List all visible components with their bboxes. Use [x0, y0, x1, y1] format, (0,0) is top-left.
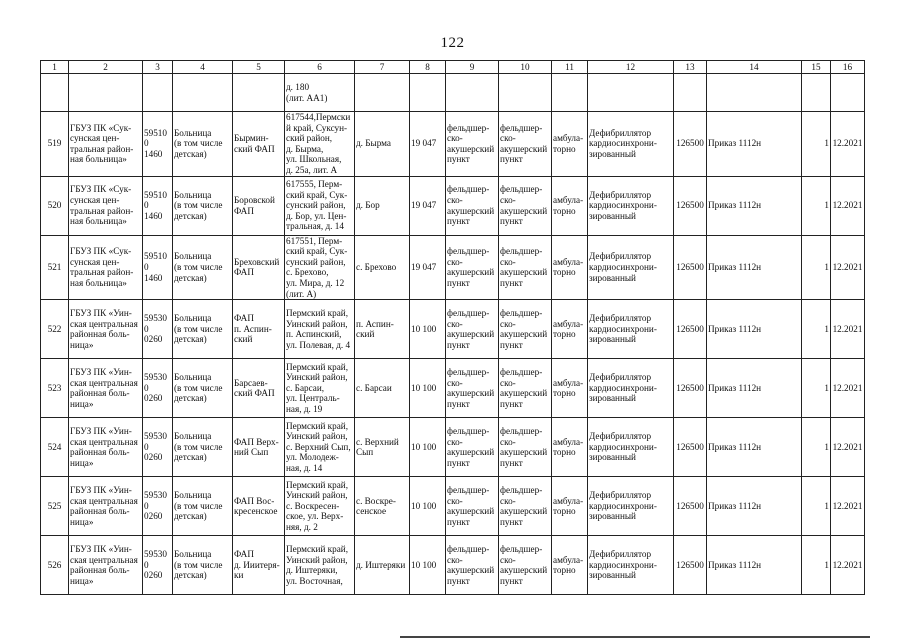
price-cell: 126500: [674, 300, 707, 359]
column-header-13: 13: [674, 61, 707, 74]
unit-subkind-cell: фельдшер- ско- акушерский пункт: [499, 536, 552, 595]
row-number: 522: [41, 300, 69, 359]
date-cell: 12.2021: [831, 235, 865, 300]
equipment-cell: Дефибриллятор кардиосинхрони- зированный: [588, 418, 674, 477]
column-header-16: 16: [831, 61, 865, 74]
row-number: 519: [41, 112, 69, 177]
table-row: [41, 176, 865, 235]
address-cell: 617555, Перм- ский край, Сук- сунский район, д. Бор, ул. Цен- тральная, д. 14: [285, 176, 355, 235]
price-cell: 126500: [674, 418, 707, 477]
unit-name-cell: Бырмин- ский ФАП: [233, 112, 285, 177]
order-cell: Приказ 1112н: [707, 418, 802, 477]
order-cell: Приказ 1112н: [707, 300, 802, 359]
row-number: 523: [41, 359, 69, 418]
unit-kind-cell: фельдшер- ско- акушерский пункт: [446, 536, 499, 595]
unit-kind-cell: фельдшер- ско- акушерский пункт: [446, 359, 499, 418]
equipment-cell: Дефибриллятор кардиосинхрони- зированный: [588, 536, 674, 595]
organization-cell: ГБУЗ ПК «Уин- ская центральная районная боль- ница»: [69, 359, 143, 418]
care-form-cell: амбула- торно: [552, 359, 588, 418]
unit-kind-cell: фельдшер- ско- акушерский пункт: [446, 176, 499, 235]
column-header-11: 11: [552, 61, 588, 74]
facility-type-cell: Больница (в том числе детская): [173, 418, 233, 477]
date-cell: 12.2021: [831, 477, 865, 536]
date-cell: 12.2021: [831, 418, 865, 477]
equipment-cell: Дефибриллятор кардиосинхрони- зированный: [588, 477, 674, 536]
oktmo-cell: 10 100: [410, 477, 446, 536]
locality-cell: д. Бор: [355, 176, 410, 235]
facility-type-cell: Больница (в том числе детская): [173, 536, 233, 595]
care-form-cell: амбула- торно: [552, 477, 588, 536]
date-cell: 12.2021: [831, 359, 865, 418]
table-row: [41, 418, 865, 477]
unit-name-cell: Барсаев- ский ФАП: [233, 359, 285, 418]
address-cell: 617544,Пермски й край, Суксун- ский район, д. Бырма, ул. Школьная, д. 25а, лит. А: [285, 112, 355, 177]
continuation-row: [41, 74, 865, 112]
column-header-8: 8: [410, 61, 446, 74]
organization-cell: ГБУЗ ПК «Сук- сунская цен- тральная район- ная больница»: [69, 176, 143, 235]
address-cell: Пермский край, Уинский район, с. Барсаи, ул. Централь- ная, д. 19: [285, 359, 355, 418]
equipment-cell: Дефибриллятор кардиосинхрони- зированный: [588, 359, 674, 418]
quantity-cell: 1: [802, 300, 831, 359]
organization-cell: ГБУЗ ПК «Уин- ская центральная районная боль- ница»: [69, 418, 143, 477]
column-header-10: 10: [499, 61, 552, 74]
date-cell: 12.2021: [831, 300, 865, 359]
quantity-cell: 1: [802, 359, 831, 418]
locality-cell: с. Барсаи: [355, 359, 410, 418]
unit-subkind-cell: фельдшер- ско- акушерский пункт: [499, 418, 552, 477]
row-number: 526: [41, 536, 69, 595]
org-code-cell: 595300 0260: [143, 418, 173, 477]
column-header-4: 4: [173, 61, 233, 74]
unit-subkind-cell: фельдшер- ско- акушерский пункт: [499, 359, 552, 418]
care-form-cell: амбула- торно: [552, 300, 588, 359]
facility-type-cell: Больница (в том числе детская): [173, 235, 233, 300]
unit-kind-cell: фельдшер- ско- акушерский пункт: [446, 477, 499, 536]
order-cell: Приказ 1112н: [707, 477, 802, 536]
continuation-address: д. 180 (лит. АА1): [285, 74, 355, 112]
care-form-cell: амбула- торно: [552, 235, 588, 300]
unit-name-cell: ФАП Верх- ний Сып: [233, 418, 285, 477]
quantity-cell: 1: [802, 477, 831, 536]
date-cell: 12.2021: [831, 112, 865, 177]
locality-cell: п. Аспин- ский: [355, 300, 410, 359]
org-code-cell: 595300 0260: [143, 359, 173, 418]
care-form-cell: амбула- торно: [552, 418, 588, 477]
quantity-cell: 1: [802, 536, 831, 595]
care-form-cell: амбула- торно: [552, 536, 588, 595]
column-header-9: 9: [446, 61, 499, 74]
price-cell: 126500: [674, 359, 707, 418]
table-row: [41, 536, 865, 595]
order-cell: Приказ 1112н: [707, 112, 802, 177]
organization-cell: ГБУЗ ПК «Уин- ская центральная районная боль- ница»: [69, 536, 143, 595]
oktmo-cell: 10 100: [410, 536, 446, 595]
table-row: [41, 477, 865, 536]
column-header-7: 7: [355, 61, 410, 74]
care-form-cell: амбула- торно: [552, 112, 588, 177]
row-number: 525: [41, 477, 69, 536]
oktmo-cell: 19 047: [410, 235, 446, 300]
equipment-registry-table: [40, 60, 865, 595]
unit-kind-cell: фельдшер- ско- акушерский пункт: [446, 418, 499, 477]
care-form-cell: амбула- торно: [552, 176, 588, 235]
oktmo-cell: 19 047: [410, 176, 446, 235]
unit-kind-cell: фельдшер- ско- акушерский пункт: [446, 300, 499, 359]
date-cell: 12.2021: [831, 176, 865, 235]
column-header-14: 14: [707, 61, 802, 74]
unit-kind-cell: фельдшер- ско- акушерский пункт: [446, 112, 499, 177]
org-code-cell: 595300 0260: [143, 477, 173, 536]
price-cell: 126500: [674, 536, 707, 595]
table-row: [41, 300, 865, 359]
row-number: 520: [41, 176, 69, 235]
unit-subkind-cell: фельдшер- ско- акушерский пункт: [499, 477, 552, 536]
facility-type-cell: Больница (в том числе детская): [173, 359, 233, 418]
equipment-cell: Дефибриллятор кардиосинхрони- зированный: [588, 300, 674, 359]
quantity-cell: 1: [802, 235, 831, 300]
unit-name-cell: ФАП Вос- кресенское: [233, 477, 285, 536]
column-number-row: [41, 61, 865, 74]
scan-edge-line: [400, 636, 870, 638]
price-cell: 126500: [674, 112, 707, 177]
order-cell: Приказ 1112н: [707, 359, 802, 418]
unit-name-cell: ФАП п. Аспин- ский: [233, 300, 285, 359]
organization-cell: ГБУЗ ПК «Сук- сунская цен- тральная район- ная больница»: [69, 235, 143, 300]
org-code-cell: 595100 1460: [143, 235, 173, 300]
organization-cell: ГБУЗ ПК «Сук- сунская цен- тральная район- ная больница»: [69, 112, 143, 177]
order-cell: Приказ 1112н: [707, 235, 802, 300]
table-row: [41, 112, 865, 177]
unit-subkind-cell: фельдшер- ско- акушерский пункт: [499, 176, 552, 235]
column-header-15: 15: [802, 61, 831, 74]
page-number: 122: [440, 35, 465, 51]
column-header-6: 6: [285, 61, 355, 74]
column-header-1: 1: [41, 61, 69, 74]
quantity-cell: 1: [802, 176, 831, 235]
locality-cell: с. Верхний Сып: [355, 418, 410, 477]
oktmo-cell: 19 047: [410, 112, 446, 177]
column-header-5: 5: [233, 61, 285, 74]
org-code-cell: 595300 0260: [143, 536, 173, 595]
unit-subkind-cell: фельдшер- ско- акушерский пункт: [499, 112, 552, 177]
unit-name-cell: ФАП д. Ииитеря- ки: [233, 536, 285, 595]
facility-type-cell: Больница (в том числе детская): [173, 176, 233, 235]
unit-subkind-cell: фельдшер- ско- акушерский пункт: [499, 300, 552, 359]
price-cell: 126500: [674, 176, 707, 235]
oktmo-cell: 10 100: [410, 300, 446, 359]
facility-type-cell: Больница (в том числе детская): [173, 300, 233, 359]
locality-cell: с. Брехово: [355, 235, 410, 300]
facility-type-cell: Больница (в том числе детская): [173, 112, 233, 177]
org-code-cell: 595300 0260: [143, 300, 173, 359]
locality-cell: с. Воскре- сенское: [355, 477, 410, 536]
equipment-cell: Дефибриллятор кардиосинхрони- зированный: [588, 112, 674, 177]
unit-subkind-cell: фельдшер- ско- акушерский пункт: [499, 235, 552, 300]
organization-cell: ГБУЗ ПК «Уин- ская центральная районная боль- ница»: [69, 300, 143, 359]
address-cell: Пермский край, Уинский район, д. Иштеряки, ул. Восточная,: [285, 536, 355, 595]
org-code-cell: 595100 1460: [143, 176, 173, 235]
equipment-cell: Дефибриллятор кардиосинхрони- зированный: [588, 235, 674, 300]
org-code-cell: 595100 1460: [143, 112, 173, 177]
organization-cell: ГБУЗ ПК «Уин- ская центральная районная боль- ница»: [69, 477, 143, 536]
column-header-3: 3: [143, 61, 173, 74]
row-number: 524: [41, 418, 69, 477]
unit-name-cell: Бреховский ФАП: [233, 235, 285, 300]
order-cell: Приказ 1112н: [707, 176, 802, 235]
row-number: 521: [41, 235, 69, 300]
locality-cell: д. Иштеряки: [355, 536, 410, 595]
unit-name-cell: Боровской ФАП: [233, 176, 285, 235]
column-header-12: 12: [588, 61, 674, 74]
unit-kind-cell: фельдшер- ско- акушерский пункт: [446, 235, 499, 300]
order-cell: Приказ 1112н: [707, 536, 802, 595]
date-cell: 12.2021: [831, 536, 865, 595]
price-cell: 126500: [674, 235, 707, 300]
address-cell: 617551, Перм- ский край, Сук- сунский район, с. Брехово, ул. Мира, д. 12 (лит. А): [285, 235, 355, 300]
quantity-cell: 1: [802, 112, 831, 177]
table-row: [41, 235, 865, 300]
address-cell: Пермский край, Уинский район, п. Аспинский, ул. Полевая, д. 4: [285, 300, 355, 359]
price-cell: 126500: [674, 477, 707, 536]
table-row: [41, 359, 865, 418]
address-cell: Пермский край, Уинский район, с. Воскресен- ское, ул. Верх- няя, д. 2: [285, 477, 355, 536]
quantity-cell: 1: [802, 418, 831, 477]
locality-cell: д. Бырма: [355, 112, 410, 177]
oktmo-cell: 10 100: [410, 359, 446, 418]
equipment-cell: Дефибриллятор кардиосинхрони- зированный: [588, 176, 674, 235]
oktmo-cell: 10 100: [410, 418, 446, 477]
facility-type-cell: Больница (в том числе детская): [173, 477, 233, 536]
address-cell: Пермский край, Уинский район, с. Верхний Сып, ул. Молодеж- ная, д. 14: [285, 418, 355, 477]
column-header-2: 2: [69, 61, 143, 74]
